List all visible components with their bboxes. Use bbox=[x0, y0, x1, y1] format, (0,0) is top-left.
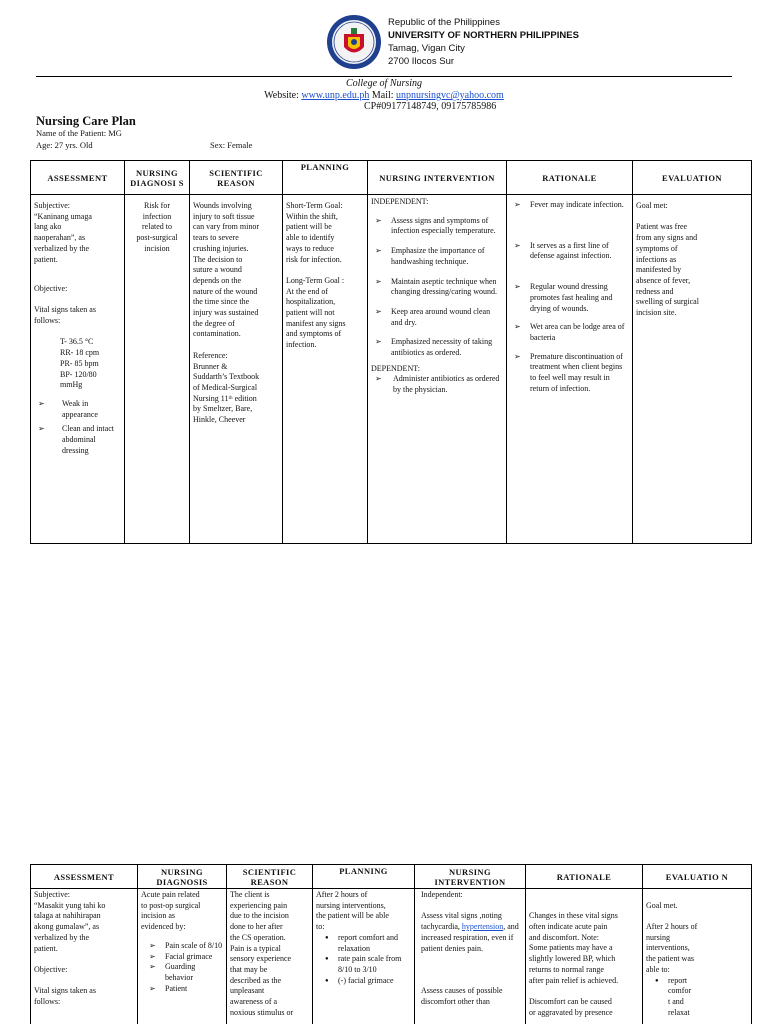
evaluation-line: Patient was free bbox=[636, 222, 688, 232]
reason-line: done to her after bbox=[230, 922, 283, 932]
subjective-line: lang ako bbox=[34, 222, 62, 232]
intervention-item: Assess causes of possible discomfort other than bbox=[421, 986, 503, 1006]
subjective-line: akong gumalaw”, as bbox=[34, 922, 100, 932]
planning-line: nursing interventions, bbox=[316, 900, 386, 910]
list-item: ➢ Clean and intact abdominal dressing bbox=[36, 424, 121, 456]
assessment-cell bbox=[31, 195, 125, 544]
reason-line: experiencing pain bbox=[230, 900, 288, 910]
subjective-line: “Kaninang umaga bbox=[34, 211, 92, 221]
list-item: ➢ Facial grimace bbox=[147, 952, 223, 963]
list-item: ➢ Guarding behavior bbox=[147, 962, 223, 983]
patient-sex: Sex: Female bbox=[210, 140, 253, 150]
header-rationale: RATIONALE bbox=[507, 161, 633, 195]
subjective-line: “Masakit yung tahi ko bbox=[34, 900, 106, 910]
subjective-line: talaga at nahihirapan bbox=[34, 911, 101, 921]
list-item: ➢ Maintain aseptic technique when changing dressing/caring wound. bbox=[373, 277, 503, 298]
planning-line: able to identify bbox=[286, 233, 335, 243]
diagnosis-line: post-surgical bbox=[136, 233, 178, 243]
planning-line: infection. bbox=[286, 340, 317, 350]
planning-line: Short-Term Goal: bbox=[286, 201, 343, 210]
evaluation-line: redness and bbox=[636, 286, 674, 296]
university-seal bbox=[326, 14, 382, 70]
diagnosis-evidence bbox=[141, 941, 223, 995]
list-item: ➢ Emphasized necessity of taking antibiotics as ordered. bbox=[373, 337, 503, 358]
evaluation-cell bbox=[643, 889, 752, 1024]
rationale-line: Changes in these vital signs bbox=[529, 911, 618, 921]
subjective-line: naoperahan”, as bbox=[34, 233, 86, 243]
website-label: Website: bbox=[264, 90, 299, 101]
list-item: ➢ Premature discontinuation of treatment when client begins to feel well may result in return of infection. bbox=[512, 352, 629, 395]
reason-line: Pain is a typical bbox=[230, 943, 281, 953]
header-assessment: ASSESSMENT bbox=[31, 865, 138, 889]
vital-blood-pressure-unit: mmHg bbox=[60, 380, 83, 390]
evaluation-line: symptoms of bbox=[636, 243, 678, 253]
website-link[interactable]: www.unp.edu.ph bbox=[301, 90, 370, 101]
patient-age: Age: 27 yrs. Old bbox=[36, 140, 93, 150]
evaluation-line: manifested by bbox=[636, 265, 682, 275]
dependent-interventions bbox=[371, 374, 503, 395]
list-item: ➢ Wet area can be lodge area of bacteria bbox=[512, 322, 629, 343]
planning-line: patient will be bbox=[286, 222, 332, 232]
header-assessment: ASSESSMENT bbox=[31, 161, 125, 195]
reason-line: described as the bbox=[230, 975, 282, 985]
independent-interventions bbox=[371, 216, 503, 359]
list-item: ➢ Emphasize the importance of handwashing technique. bbox=[373, 246, 503, 267]
diagnosis-cell bbox=[125, 195, 190, 544]
reference-line: Suddarth’s Textbook bbox=[193, 372, 260, 382]
planning-line: the patient will be able bbox=[316, 911, 389, 921]
planning-goals bbox=[316, 933, 411, 987]
header-rationale: RATIONALE bbox=[526, 865, 643, 889]
diagnosis-line: Acute pain related bbox=[141, 890, 200, 899]
diagnosis-line: infection bbox=[142, 211, 172, 221]
plan-title: Nursing Care Plan bbox=[36, 114, 136, 128]
assessment-cell bbox=[31, 889, 138, 1024]
planning-line: At the end of bbox=[286, 286, 328, 296]
reference-line: Brunner & bbox=[193, 361, 228, 371]
planning-line: patient will not bbox=[286, 308, 335, 318]
list-item: ➢ It serves as a first line of defense against infection. bbox=[512, 241, 629, 262]
header-nursing-diagnosis: NURSING DIAGNOSIS bbox=[138, 865, 227, 889]
reason-line: that may be bbox=[230, 964, 268, 974]
intervention-text: Assess vital signs ,noting tachycardia, bbox=[421, 911, 502, 932]
planning-line: Within the shift, bbox=[286, 211, 338, 221]
patient-name: Name of the Patient: MG bbox=[36, 128, 122, 138]
vital-blood-pressure: BP- 120/80 bbox=[60, 369, 97, 379]
university-province: 2700 Ilocos Sur bbox=[388, 56, 455, 67]
header-evaluation: EVALUATION bbox=[633, 161, 752, 195]
subjective-line: Subjective: bbox=[34, 201, 70, 210]
subjective-line: Subjective: bbox=[34, 890, 70, 899]
vital-pulse-rate: PR- 85 bpm bbox=[60, 358, 99, 368]
rationale-list bbox=[510, 200, 629, 394]
college-name: College of Nursing bbox=[345, 78, 423, 89]
scientific-reason-cell bbox=[227, 889, 313, 1024]
reason-line: unpleasant bbox=[230, 986, 265, 996]
reason-line: crushing injuries. bbox=[193, 243, 249, 253]
list-item: ● report comfort and relaxation bbox=[316, 933, 411, 954]
header-nursing-diagnosis: NURSING DIAGNOSI S bbox=[125, 161, 190, 195]
dependent-label: DEPENDENT: bbox=[371, 363, 420, 373]
reason-line: sensory experience bbox=[230, 954, 292, 964]
list-item: ➢ Regular wound dressing promotes fast healing and drying of wounds. bbox=[512, 282, 629, 314]
list-item: ➢ Administer antibiotics as ordered by the physician. bbox=[373, 374, 503, 395]
reason-line: depends on the bbox=[193, 275, 241, 285]
rationale-cell bbox=[507, 195, 633, 544]
list-item: ➢ Patient bbox=[147, 984, 223, 995]
reason-line: due to the incision bbox=[230, 911, 289, 921]
objective-label: Objective: bbox=[34, 283, 68, 293]
intervention-cell bbox=[415, 889, 526, 1024]
care-plan-table-1 bbox=[30, 160, 752, 544]
evaluation-cell bbox=[633, 195, 752, 544]
reason-line: can vary from minor bbox=[193, 222, 259, 232]
vitals-intro: Vital signs taken as bbox=[34, 986, 96, 996]
list-item: ➢ Weak in appearance bbox=[36, 399, 121, 420]
planning-line: After 2 hours of bbox=[316, 890, 368, 899]
rationale-line: Discomfort can be caused bbox=[529, 996, 612, 1006]
reason-line: tears to severe bbox=[193, 233, 239, 243]
planning-line: ways to reduce bbox=[286, 243, 334, 253]
list-item: ➢ Pain scale of 8/10 bbox=[147, 941, 223, 952]
rationale-line: or aggravated by presence bbox=[529, 1007, 613, 1017]
header-scientific-reason: SCIENTIFIC REASON bbox=[227, 865, 313, 889]
reason-line: the degree of bbox=[193, 318, 235, 328]
rationale-line: slightly lowered BP, which bbox=[529, 954, 616, 964]
header-planning: PLANNING bbox=[313, 865, 415, 889]
reference-line: Hinkle, Cheever bbox=[193, 415, 246, 425]
diagnosis-line: related to bbox=[142, 222, 172, 232]
vital-respiratory-rate: RR- 18 cpm bbox=[60, 348, 100, 358]
reason-line: suture a wound bbox=[193, 265, 242, 275]
intervention-text: , and increased respiration, even if patient denies pain. bbox=[421, 922, 519, 953]
independent-label: INDEPENDENT: bbox=[371, 197, 429, 206]
evaluation-line: from any signs and bbox=[636, 233, 698, 243]
republic-label: Republic of the Philippines bbox=[388, 17, 500, 28]
subjective-line: verbalized by the bbox=[34, 243, 90, 253]
vitals-intro: follows: bbox=[34, 316, 61, 325]
goal-met-label: Goal met: bbox=[636, 201, 668, 210]
reason-line: Wounds involving bbox=[193, 201, 252, 210]
diagnosis-line: Risk for bbox=[144, 201, 170, 210]
header-nursing-intervention: NURSING INTERVENTION bbox=[415, 865, 526, 889]
evaluation-line: infections as bbox=[636, 254, 677, 264]
evaluation-line: interventions, bbox=[646, 943, 690, 953]
mail-label: Mail: bbox=[369, 90, 394, 101]
header-evaluation: EVALUATIO N bbox=[643, 865, 752, 889]
hypertension-link[interactable]: hypertension bbox=[461, 922, 504, 932]
diagnosis-cell bbox=[138, 889, 227, 1024]
intervention-cell bbox=[368, 195, 507, 544]
planning-cell bbox=[313, 889, 415, 1024]
list-item: ● rate pain scale from 8/10 to 3/10 bbox=[316, 954, 411, 975]
planning-line: manifest any signs bbox=[286, 318, 346, 328]
list-item: ● report comfor t and relaxat bbox=[646, 976, 690, 1019]
reason-line: injury to soft tissue bbox=[193, 211, 255, 221]
vitals-intro: follows: bbox=[34, 997, 61, 1006]
diagnosis-line: incision bbox=[144, 243, 170, 253]
reason-line: awareness of a bbox=[230, 997, 278, 1007]
university-city: Tamag, Vigan City bbox=[388, 43, 465, 54]
rationale-cell bbox=[526, 889, 643, 1024]
reason-line: The client is bbox=[230, 890, 270, 899]
independent-label: Independent: bbox=[421, 890, 463, 899]
planning-line: Long-Term Goal : bbox=[286, 275, 345, 285]
reason-line: nature of the wound bbox=[193, 286, 258, 296]
header-planning: PLANNING bbox=[283, 161, 368, 195]
header-divider bbox=[36, 76, 732, 77]
header-nursing-intervention: NURSING INTERVENTION bbox=[368, 161, 507, 195]
rationale-line: after pain relief is achieved. bbox=[529, 975, 619, 985]
evaluation-line: absence of fever, bbox=[636, 275, 691, 285]
evaluation-outcomes bbox=[646, 976, 690, 1019]
assessment-findings bbox=[34, 399, 121, 457]
planning-line: hospitalization, bbox=[286, 297, 336, 307]
goal-met-label: Goal met. bbox=[646, 900, 678, 910]
subjective-line: patient. bbox=[34, 943, 58, 953]
care-plan-table-2-viewport bbox=[30, 864, 752, 1024]
evaluation-line: the patient was bbox=[646, 954, 694, 964]
planning-line: risk for infection. bbox=[286, 254, 342, 264]
list-item: ➢ Keep area around wound clean and dry. bbox=[373, 307, 503, 328]
reason-line: injury was sustained bbox=[193, 308, 259, 318]
rationale-line: and discomfort. Note: bbox=[529, 932, 599, 942]
reason-line: The decision to bbox=[193, 254, 243, 264]
university-name: UNIVERSITY OF NORTHERN PHILIPPINES bbox=[388, 30, 579, 41]
reason-line: the time since the bbox=[193, 297, 250, 307]
planning-line: to: bbox=[316, 922, 325, 932]
list-item: ➢ Fever may indicate infection. bbox=[512, 200, 629, 211]
planning-cell bbox=[283, 195, 368, 544]
evaluation-line: swelling of surgical bbox=[636, 297, 699, 307]
reference-line: Nursing 11ᵗʰ edition bbox=[193, 393, 257, 403]
rationale-line: Some patients may have a bbox=[529, 943, 613, 953]
reference-line: by Smeltzer, Bare, bbox=[193, 404, 253, 414]
reason-line: the CS operation. bbox=[230, 932, 286, 942]
planning-line: and symptoms of bbox=[286, 329, 342, 339]
evaluation-line: After 2 hours of bbox=[646, 922, 698, 932]
objective-label: Objective: bbox=[34, 964, 68, 974]
reason-line: contamination. bbox=[193, 329, 241, 339]
rationale-line: often indicate acute pain bbox=[529, 922, 608, 932]
evaluation-line: able to: bbox=[646, 964, 670, 974]
diagnosis-line: evidenced by: bbox=[141, 922, 186, 932]
care-plan-table-2 bbox=[30, 864, 752, 1024]
reason-line: noxious stimulus or bbox=[230, 1007, 294, 1017]
header-scientific-reason: SCIENTIFIC REASON bbox=[190, 161, 283, 195]
subjective-line: patient. bbox=[34, 254, 58, 264]
reference-line: Reference: bbox=[193, 350, 228, 360]
list-item: ● (-) facial grimace bbox=[316, 976, 411, 987]
intervention-item bbox=[421, 911, 522, 954]
reference-line: of Medical-Surgical bbox=[193, 382, 258, 392]
list-item: ➢ Assess signs and symptoms of infection especially temperature. bbox=[373, 216, 503, 237]
vitals-intro: Vital signs taken as bbox=[34, 305, 96, 315]
subjective-line: verbalized by the bbox=[34, 932, 90, 942]
phone-numbers: CP#09177148749, 09175785986 bbox=[364, 101, 497, 112]
evaluation-line: nursing bbox=[646, 932, 670, 942]
mail-link[interactable]: unpnursingvc@yahoo.com bbox=[396, 90, 504, 101]
evaluation-line: incision site. bbox=[636, 308, 677, 318]
vital-temperature: T- 36.5 °C bbox=[60, 337, 94, 347]
rationale-line: returns to normal range bbox=[529, 964, 604, 974]
scientific-reason-cell bbox=[190, 195, 283, 544]
diagnosis-line: incision as bbox=[141, 911, 175, 921]
diagnosis-line: to post-op surgical bbox=[141, 900, 201, 910]
